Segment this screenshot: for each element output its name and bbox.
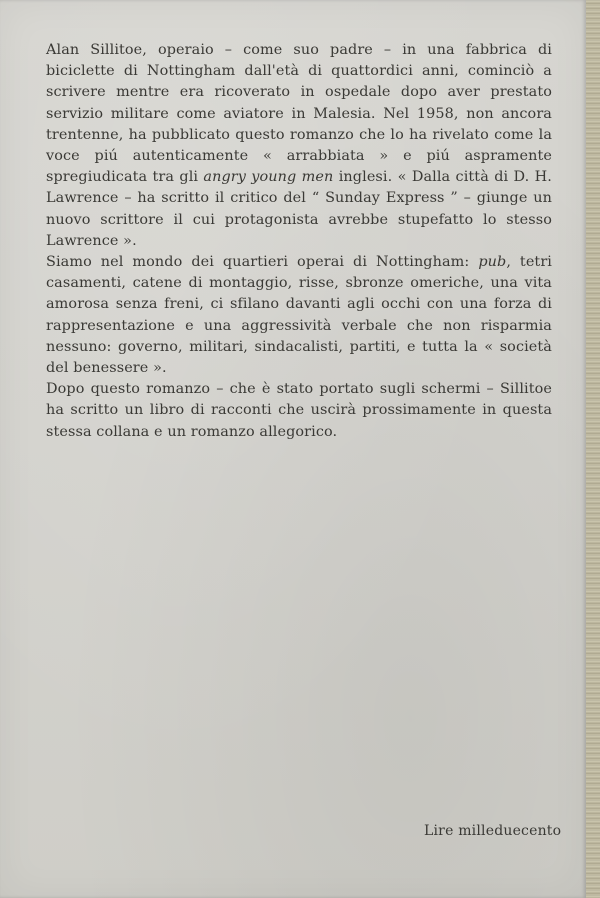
blurb-p2-text-a: Siamo nel mondo dei quartieri operai di Nottingham: [46,254,479,271]
price-label: Lire milleduecento [424,823,562,839]
blurb-p1-text-b: inglesi. « Dalla città di D. H. Lawrence – ha scritto il critico del “ Sunday Express ” – giunge un nuovo scrittore il cui protagonista avrebbe stupefatto lo stesso Lawrence ». [46,169,552,249]
blurb-p1-text-a: Alan Sillitoe, operaio – come suo padre – in una fabbrica di biciclette di Nottingham dall'età di quattordici anni, cominciò a scrivere mentre era ricoverato in ospedale dopo aver prestato servizio militare come aviatore in Malesia. Nel 1958, non ancora trentenne, ha pubblicato questo romanzo che lo ha rivelato come la voce piú autenticamente « arrabbiata » e piú aspramente spregiudicata tra gli [46,42,552,186]
blurb-paragraph-1 [46,40,552,252]
blurb-paragraph-3: Dopo questo romanzo – che è stato portato sugli schermi – Sillitoe ha scritto un libro di racconti che uscirà prossimamente in questa stessa collana e un romanzo allegorico. [46,381,552,440]
blurb-p2-italic: pub [478,254,507,271]
blurb-text [46,40,552,443]
blurb-p1-italic: angry young men [203,169,334,186]
blurb-paragraph-2 [46,252,552,379]
page-edge [586,0,600,898]
blurb-p2-text-b: , tetri casamenti, catene di montaggio, risse, sbronze omeriche, una vita amorosa senza freni, ci sfilano davanti agli occhi con una forza di rappresentazione e una aggressività verbale che non risparmia nessuno: governo, militari, sindacalisti, partiti, e tutta la « società del benessere ». [46,254,552,377]
